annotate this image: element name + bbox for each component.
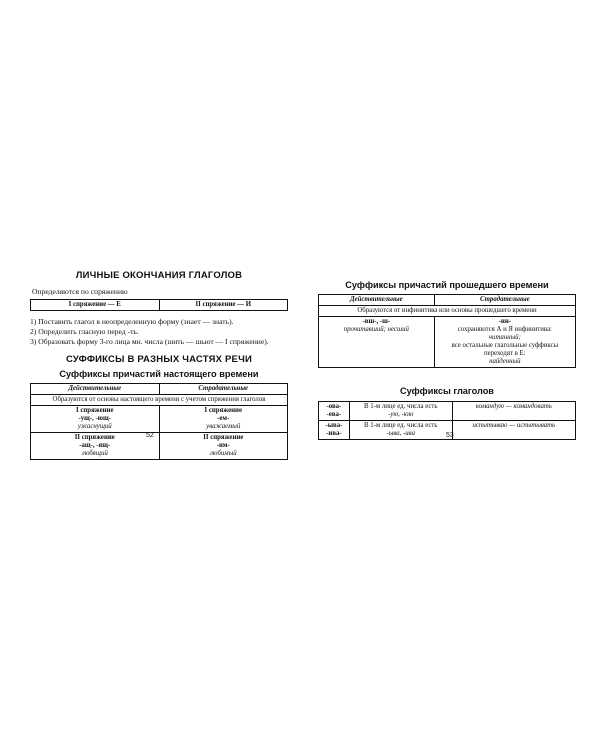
step-3: 3) Образовать форму 3-го лица мн. числа (шить — шьют — I спряжение). <box>30 337 269 346</box>
example: уважаемый <box>206 423 241 430</box>
conj-label: II спряжение <box>203 434 244 441</box>
conj-label: I спряжение <box>204 407 242 414</box>
page-number-left: 52 <box>146 432 154 439</box>
past-participles-table <box>318 294 576 368</box>
rule-line-1: сохраняются А и Я инфинитива: <box>457 326 552 333</box>
conj-cell-2: II спряжение — И <box>159 300 288 311</box>
cell-active <box>319 317 435 368</box>
rule-text: В 1-м лице ед. числа есть <box>363 403 438 410</box>
header-passive: Страдательные <box>434 295 575 306</box>
header-active: Действительные <box>319 295 435 306</box>
rule-marker: -ую, -юю <box>388 411 414 418</box>
subtitle-verb-suffixes: Суффиксы глаголов <box>400 386 494 396</box>
example: любимый <box>209 450 237 457</box>
section-title-endings: ЛИЧНЫЕ ОКОНЧАНИЯ ГЛАГОЛОВ <box>75 270 243 281</box>
cell-active-conj1 <box>31 406 160 433</box>
conj-cell-1: I спряжение — Е <box>31 300 160 311</box>
present-participles-table <box>30 383 288 460</box>
page-number-right: 53 <box>446 432 454 439</box>
suffix: -вш-, -ш- <box>362 318 391 325</box>
conjugation-table <box>30 299 288 311</box>
cell-active-conj2 <box>31 433 160 460</box>
rule-cell-1 <box>349 402 452 421</box>
rule-cell-2 <box>349 421 452 440</box>
suffix-1a: -ова- <box>326 403 342 410</box>
conj-label: I спряжение <box>76 407 114 414</box>
header-active: Действительные <box>31 384 160 395</box>
rule-text: В 1-м лице ед. числа есть <box>363 422 438 429</box>
step-2: 2) Определить гласную перед -ть. <box>30 327 139 336</box>
example: прочитавший; несший <box>343 326 409 333</box>
section-title-suffixes: СУФФИКСЫ В РАЗНЫХ ЧАСТЯХ РЕЧИ <box>65 354 252 365</box>
suffix: -ем- <box>217 415 230 422</box>
table-note: Образуются от основы настоящего времени с учетом спряжения глаголов <box>31 395 288 406</box>
example-1: читанный; <box>488 334 521 341</box>
cell-passive-conj2 <box>159 433 288 460</box>
example-cell-1: командую — командовать <box>452 402 575 421</box>
step-1: 1) Поставить глагол в неопределенную форму (знает — знать). <box>30 317 234 326</box>
header-passive: Страдательные <box>159 384 288 395</box>
cell-passive <box>434 317 575 368</box>
table-note: Образуются от инфинитива или основы прошедшего времени <box>319 306 576 317</box>
conj-label: II спряжение <box>74 434 115 441</box>
suffix: -нн- <box>498 318 511 325</box>
left-page <box>30 270 288 460</box>
example-2: найденный <box>489 358 521 365</box>
right-page <box>318 280 576 440</box>
suffix-2b: -ива- <box>326 430 342 437</box>
intro-text: Определяются по спряжению <box>32 287 128 296</box>
suffix: -ащ-, -ящ- <box>79 442 111 449</box>
example: любящий <box>81 450 108 457</box>
rule-marker: -ыва, -ива <box>386 430 415 437</box>
suffix: -ущ-, -ющ- <box>78 415 112 422</box>
example: ужаснущий <box>77 423 112 430</box>
suffix-2a: -ыва- <box>325 422 343 429</box>
subtitle-present-participles: Суффиксы причастий настоящего времени <box>59 369 259 379</box>
subtitle-past-participles: Суффиксы причастий прошедшего времени <box>345 280 549 290</box>
rule-line-2: все остальные глагольные суффиксы переходят в Е: <box>451 342 559 357</box>
suffix-cell-2 <box>319 421 350 440</box>
example-cell-2: испытываю — испытывать <box>452 421 575 440</box>
suffix-1b: -ева- <box>326 411 342 418</box>
steps-list <box>30 317 288 347</box>
suffix: -им- <box>216 442 230 449</box>
cell-passive-conj1 <box>159 406 288 433</box>
suffix-cell-1 <box>319 402 350 421</box>
